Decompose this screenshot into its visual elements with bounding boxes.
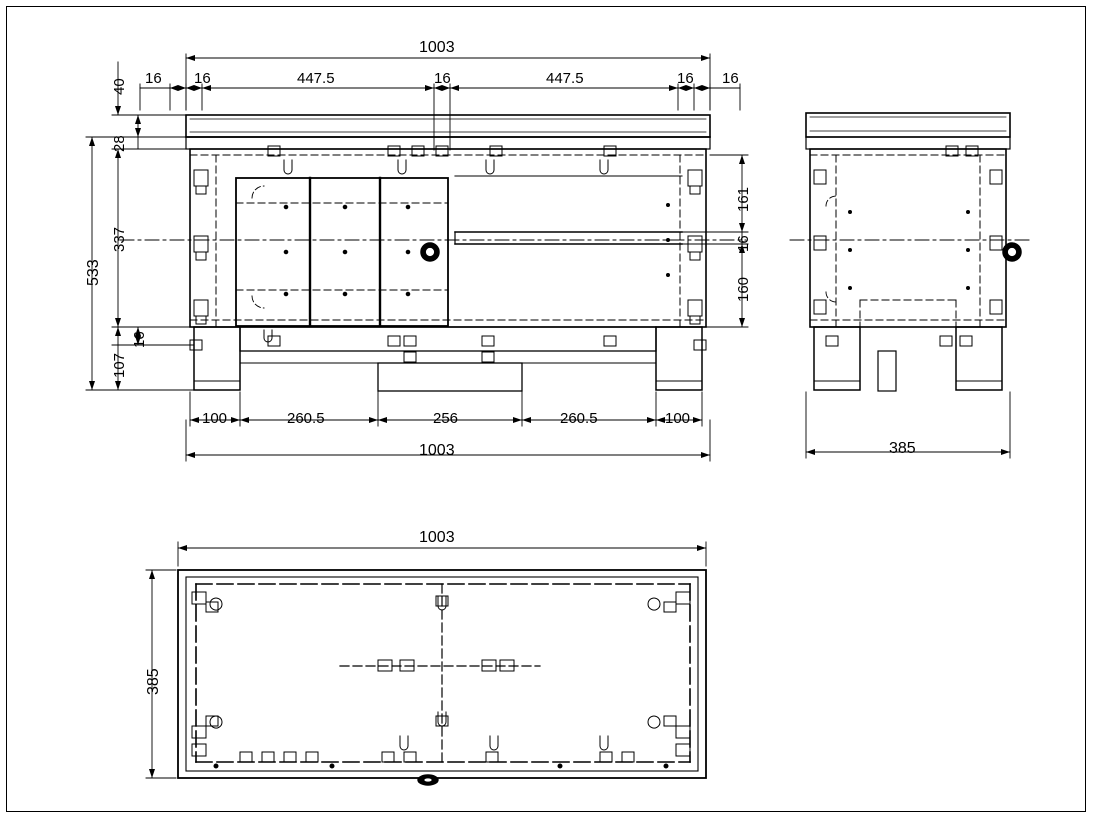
dim-front-left-28: 28 [111, 135, 128, 152]
dim-front-bottom-256: 256 [433, 410, 459, 427]
side-elevation-geometry [790, 113, 1030, 391]
dim-side-385: 385 [889, 440, 916, 457]
dim-front-right-160: 160 [735, 276, 752, 302]
dim-front-bottom-260-5-a: 260.5 [287, 410, 325, 427]
dim-front-bottom-100-b: 100 [665, 410, 691, 427]
dim-front-height-533: 533 [85, 259, 102, 286]
plan-view-geometry [178, 570, 706, 785]
dim-front-top-447-5-a: 447.5 [297, 70, 335, 87]
dim-front-left-16: 16 [131, 331, 148, 348]
dim-front-left-337: 337 [111, 226, 128, 252]
dim-front-left-40: 40 [111, 78, 128, 95]
dim-front-top-overall: 1003 [419, 39, 455, 56]
dim-front-top-447-5-b: 447.5 [546, 70, 584, 87]
dim-plan-1003: 1003 [419, 529, 455, 546]
front-elevation-geometry [120, 115, 746, 391]
dim-front-top-16-c: 16 [434, 70, 451, 87]
dim-front-bottom-260-5-b: 260.5 [560, 410, 598, 427]
dim-front-top-16-a: 16 [145, 70, 162, 87]
dim-front-bottom-100-a: 100 [202, 410, 228, 427]
dim-front-top-16-b: 16 [194, 70, 211, 87]
dim-front-right-161: 161 [735, 186, 752, 212]
dim-front-top-16-d: 16 [677, 70, 694, 87]
dim-front-bottom-overall: 1003 [419, 442, 455, 459]
dim-plan-385: 385 [145, 668, 162, 695]
dim-front-top-16-e: 16 [722, 70, 739, 87]
dim-front-left-107: 107 [111, 352, 128, 378]
dim-front-right-16: 16 [735, 235, 752, 252]
